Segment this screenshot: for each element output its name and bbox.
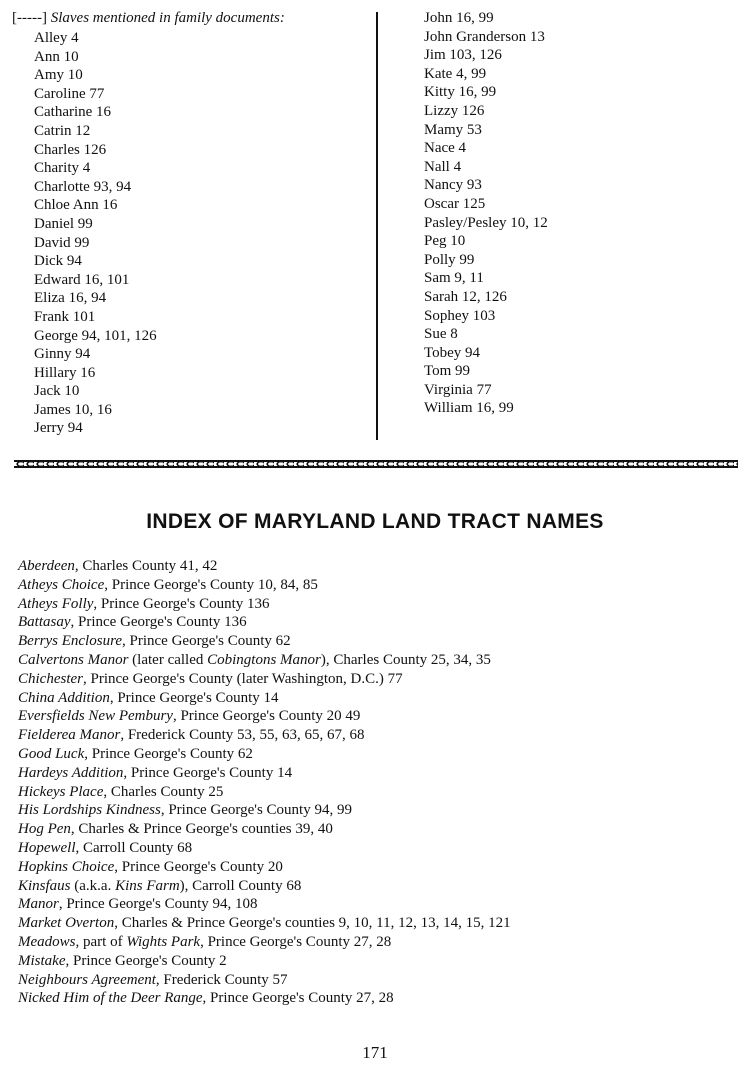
slave-entry: Jerry 94 <box>34 420 83 437</box>
tract-entry: Aberdeen, Charles County 41, 42 <box>18 558 218 574</box>
tract-name: Hopkins Choice <box>18 858 115 875</box>
slave-entry: Charles 126 <box>34 141 107 158</box>
tract-entry: Eversfields New Pembury, Prince George's County 20 49 <box>18 708 361 725</box>
slave-entry: Dick 94 <box>34 253 82 270</box>
tract-entry: Atheys Choice, Prince George's County 10, 84, 85 <box>18 576 318 593</box>
tract-name: Chichester <box>18 670 83 687</box>
slave-entry: Amy 10 <box>34 67 83 84</box>
slave-entry: Jim 103, 126 <box>424 47 502 64</box>
tract-entry: Good Luck, Prince George's County 62 <box>18 745 253 762</box>
tract-name: Manor <box>18 896 59 913</box>
tract-name: Aberdeen <box>18 558 75 574</box>
tract-entry: Chichester, Prince George's County (later Washington, D.C.) 77 <box>18 670 403 687</box>
slave-entry: Peg 10 <box>424 233 466 250</box>
slave-entry: Caroline 77 <box>34 85 105 102</box>
slave-entry: Mamy 53 <box>424 121 482 138</box>
tract-entry: His Lordships Kindness, Prince George's County 94, 99 <box>18 802 352 819</box>
column-divider <box>376 12 378 440</box>
slave-entry: Virginia 77 <box>424 381 492 398</box>
tract-name: Neighbours Agreement <box>18 971 156 988</box>
tract-entry: Hog Pen, Charles & Prince George's counties 39, 40 <box>18 821 333 838</box>
tract-entry: Calvertons Manor (later called Cobingtons Manor), Charles County 25, 34, 35 <box>18 651 491 668</box>
tract-name: China Addition <box>18 689 110 706</box>
page-number: 171 <box>362 1043 388 1062</box>
slave-entry: George 94, 101, 126 <box>34 327 157 344</box>
slave-entry: Daniel 99 <box>34 215 93 232</box>
tract-entry: Kinsfaus (a.k.a. Kins Farm), Carroll County 68 <box>18 877 302 894</box>
tract-alt-name: Kins Farm <box>115 877 180 894</box>
tract-entry: Hickeys Place, Charles County 25 <box>18 783 224 800</box>
slave-entry: Ginny 94 <box>34 346 91 363</box>
slave-entry: James 10, 16 <box>34 401 112 418</box>
slave-entry: Tom 99 <box>424 363 471 380</box>
tract-name: Berrys Enclosure <box>18 633 123 650</box>
tract-name: Good Luck <box>18 745 85 762</box>
slave-entry: Pasley/Pesley 10, 12 <box>424 214 548 231</box>
slaves-left-column <box>34 29 157 438</box>
tract-name: Nicked Him of the Deer Range <box>18 990 203 1007</box>
tract-name: His Lordships Kindness <box>18 802 161 819</box>
tract-entry: Market Overton, Charles & Prince George's counties 9, 10, 11, 12, 13, 14, 15, 121 <box>18 915 511 932</box>
tract-entry: Battasay, Prince George's County 136 <box>18 614 247 631</box>
slave-entry: William 16, 99 <box>424 400 514 417</box>
slave-entry: Polly 99 <box>424 251 475 268</box>
slave-entry: Edward 16, 101 <box>34 271 130 288</box>
tract-name: Hog Pen <box>18 821 71 838</box>
slave-entry: Charlotte 93, 94 <box>34 178 132 195</box>
slave-entry: Sam 9, 11 <box>424 270 484 287</box>
heading-text: Slaves mentioned in family documents: <box>50 10 285 26</box>
slave-entry: Sarah 12, 126 <box>424 288 507 305</box>
tract-name: Hickeys Place <box>18 783 104 800</box>
tract-entry: Meadows, part of Wights Park, Prince George's County 27, 28 <box>18 933 392 950</box>
slave-entry: Nancy 93 <box>424 177 482 194</box>
slave-entry: David 99 <box>34 234 90 251</box>
tract-name: Meadows <box>18 933 76 950</box>
heading-bracket: [-----] <box>12 10 47 26</box>
tract-index-list <box>18 557 511 1008</box>
tract-name: Calvertons Manor <box>18 651 129 668</box>
tract-name: Eversfields New Pembury <box>18 708 173 725</box>
slave-entry: Kitty 16, 99 <box>424 84 497 101</box>
tract-alt-name: Wights Park <box>126 933 201 950</box>
slave-entry: Alley 4 <box>34 30 79 46</box>
slave-entry: Charity 4 <box>34 160 91 177</box>
slaves-heading <box>12 10 285 27</box>
tract-entry: Nicked Him of the Deer Range, Prince George's County 27, 28 <box>18 990 394 1007</box>
tract-entry: Atheys Folly, Prince George's County 136 <box>18 595 270 612</box>
slave-entry: John Granderson 13 <box>424 28 545 45</box>
tract-entry: Hopewell, Carroll County 68 <box>18 839 193 856</box>
tract-alt-name: Cobingtons Manor <box>207 651 321 668</box>
tract-entry: Hopkins Choice, Prince George's County 20 <box>18 858 283 875</box>
tract-entry: Fielderea Manor, Frederick County 53, 55, 63, 65, 67, 68 <box>18 727 365 744</box>
slave-entry: Catharine 16 <box>34 104 112 121</box>
slave-entry: Nall 4 <box>424 158 462 175</box>
tract-entry: Berrys Enclosure, Prince George's County 62 <box>18 633 291 650</box>
slave-entry: Tobey 94 <box>424 344 481 361</box>
tract-name: Battasay <box>18 614 71 631</box>
chain-separator <box>14 457 738 471</box>
slave-entry: Sophey 103 <box>424 307 496 324</box>
slave-entry: Ann 10 <box>34 48 79 65</box>
tract-entry: Hardeys Addition, Prince George's County 14 <box>18 764 293 781</box>
tract-name: Kinsfaus <box>18 877 71 894</box>
slave-entry: Sue 8 <box>424 326 458 343</box>
tract-name: Atheys Choice <box>18 576 105 593</box>
slave-entry: Catrin 12 <box>34 122 91 139</box>
slaves-right-column <box>424 9 548 418</box>
slave-entry: Hillary 16 <box>34 364 96 381</box>
tract-entry: Manor, Prince George's County 94, 108 <box>18 896 258 913</box>
slave-entry: Eliza 16, 94 <box>34 290 107 307</box>
tract-name: Mistake <box>18 952 66 969</box>
tract-name: Hardeys Addition <box>18 764 124 781</box>
tract-entry: Neighbours Agreement, Frederick County 57 <box>18 971 288 988</box>
slave-entry: John 16, 99 <box>424 10 494 26</box>
slave-entry: Lizzy 126 <box>424 102 485 119</box>
tract-entry: Mistake, Prince George's County 2 <box>18 952 227 969</box>
tract-name: Hopewell <box>18 839 76 856</box>
slave-entry: Frank 101 <box>34 308 96 325</box>
tract-name: Market Overton <box>18 915 115 932</box>
slave-entry: Oscar 125 <box>424 195 486 212</box>
tract-entry: China Addition, Prince George's County 14 <box>18 689 279 706</box>
tract-name: Atheys Folly <box>18 595 94 612</box>
slave-entry: Chloe Ann 16 <box>34 197 118 214</box>
slave-entry: Jack 10 <box>34 383 80 400</box>
slave-entry: Nace 4 <box>424 140 467 157</box>
tract-name: Fielderea Manor <box>18 727 121 744</box>
index-title: INDEX OF MARYLAND LAND TRACT NAMES <box>146 510 604 533</box>
slave-entry: Kate 4, 99 <box>424 65 487 82</box>
